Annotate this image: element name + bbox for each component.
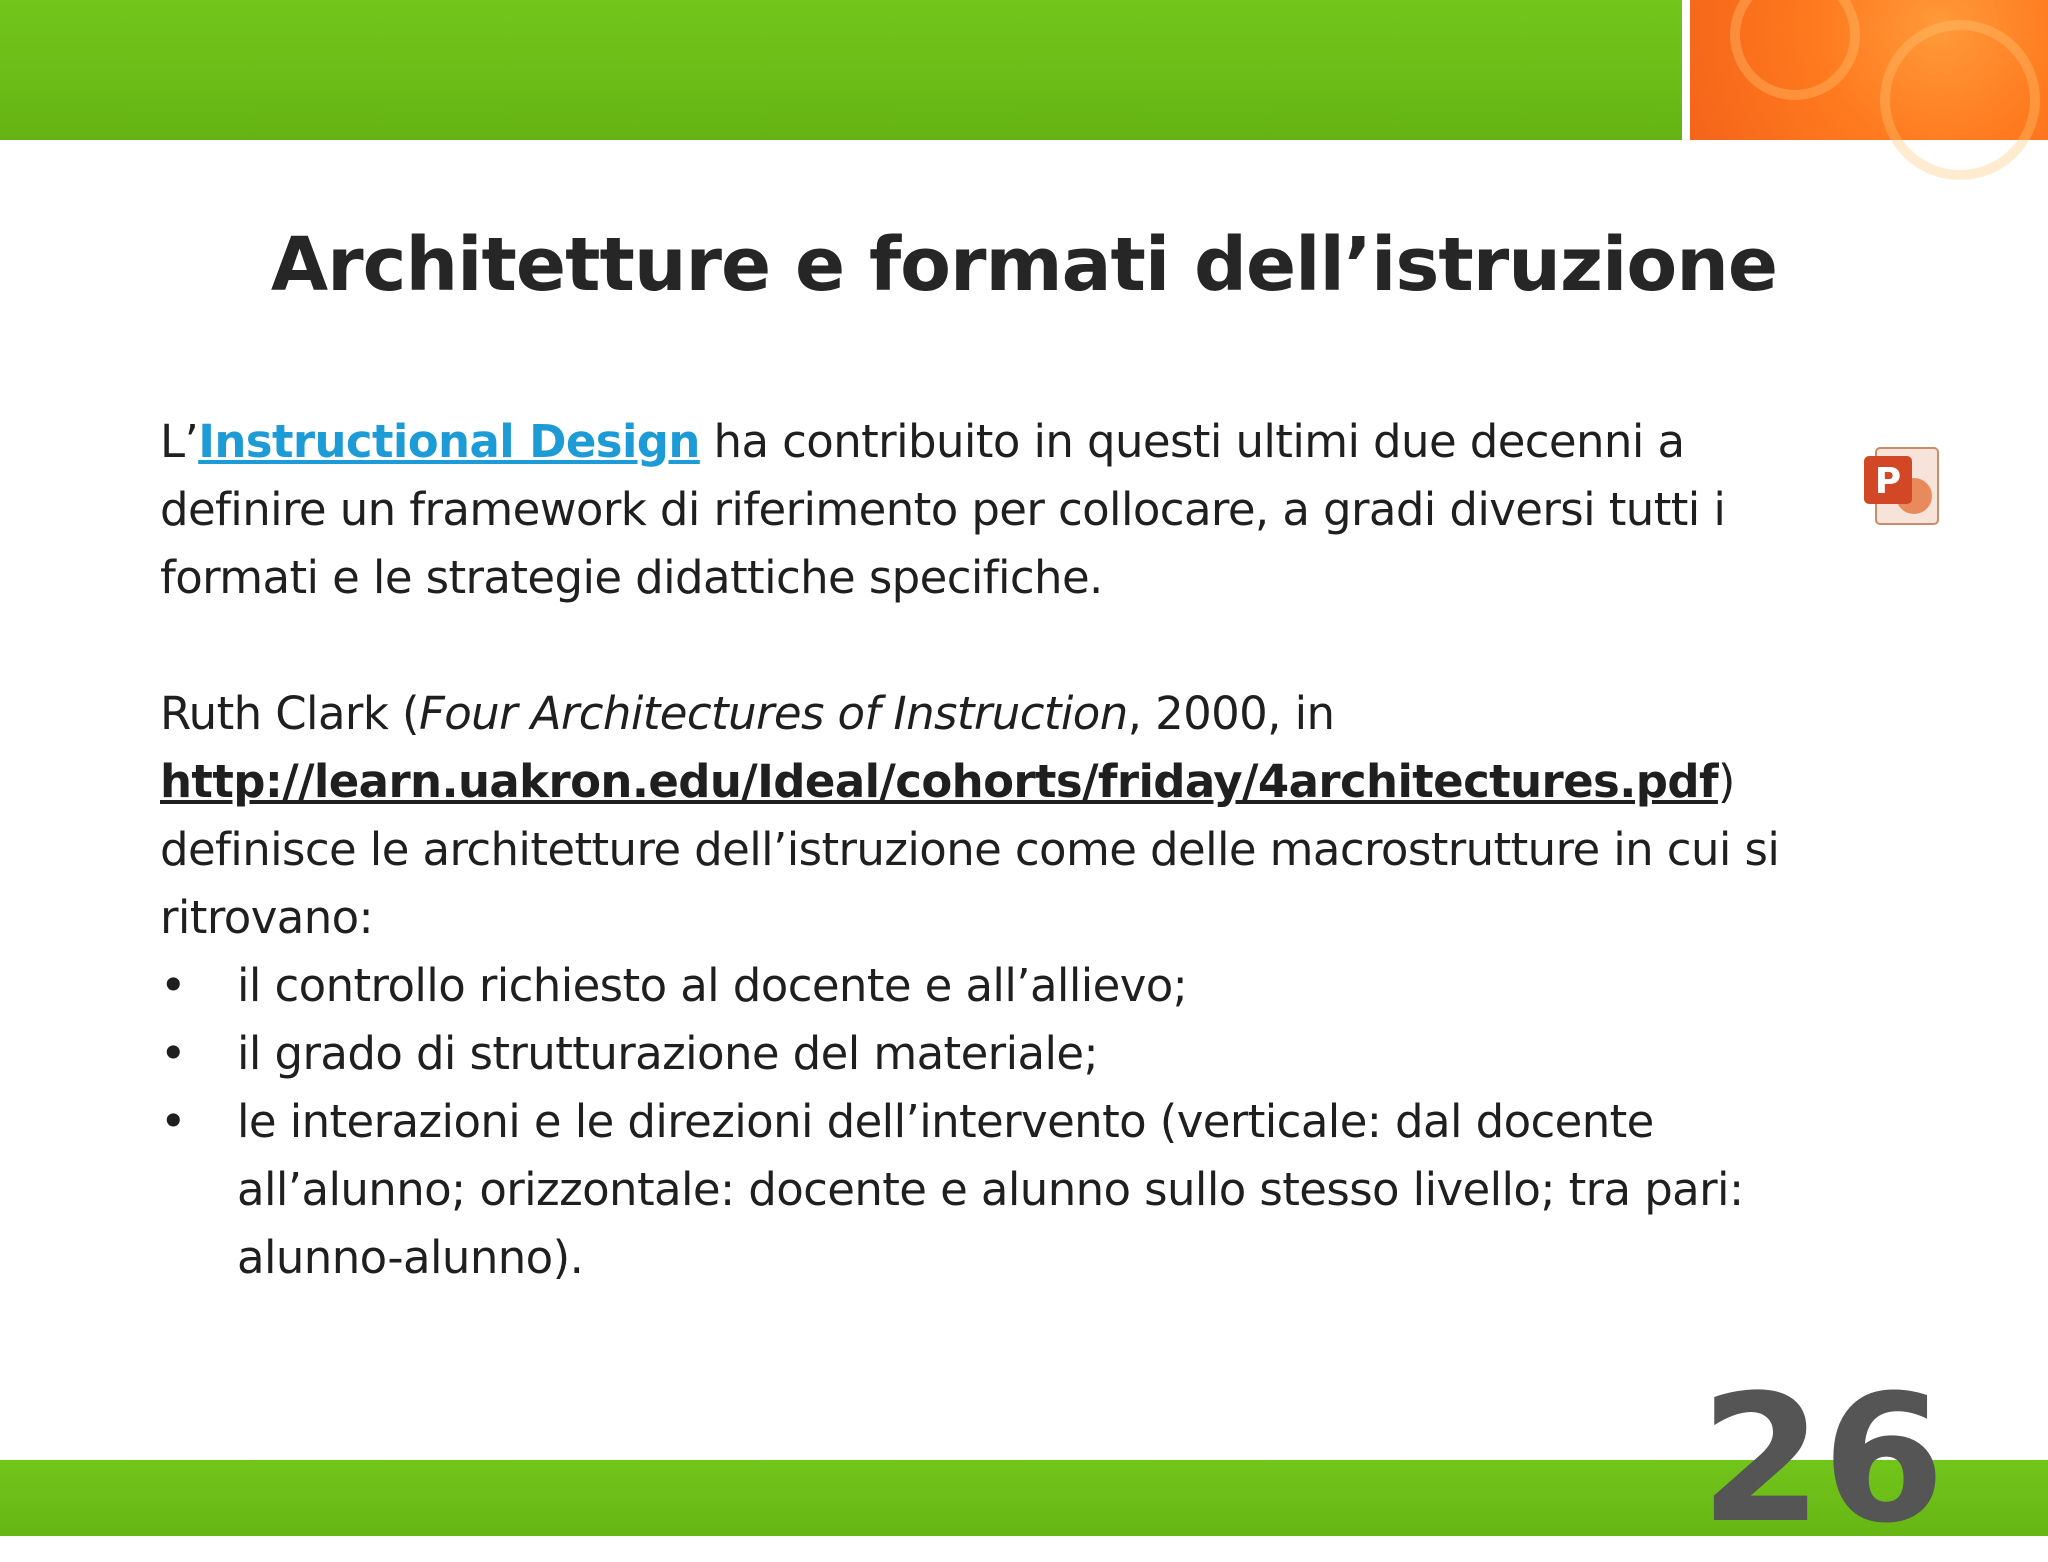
top-green-band (0, 0, 1682, 140)
bullet-list (160, 952, 1840, 1292)
clark-paragraph (160, 680, 1840, 952)
slide-body (160, 408, 1840, 1292)
instructional-design-link[interactable]: Instructional Design (198, 415, 700, 468)
architectures-pdf-link[interactable]: http://learn.uakron.edu/Ideal/cohorts/friday/4architectures.pdf (160, 755, 1718, 808)
slide-title: Architetture e formati dell’istruzione (270, 222, 1778, 308)
intro-paragraph (160, 408, 1840, 612)
bullet-item (160, 1020, 1840, 1088)
paragraph-spacer (160, 612, 1840, 680)
bullet-text: le interazioni e le direzioni dell’intervento (verticale: dal docente all’alunno; orizzontale: docente e alunno sullo stesso livello; tra pari: alunno-alunno). (237, 1095, 1744, 1284)
intro-text: ha contribuito in questi ultimi due decenni a definire un framework di riferimento per collocare, a gradi diversi tutti i formati e le strategie didattiche specifiche. (160, 415, 1726, 604)
clark-author: Ruth Clark ( (160, 687, 419, 740)
page-number: 26 (1700, 1357, 1945, 1562)
bullet-item (160, 1088, 1840, 1292)
intro-prefix: L’ (160, 415, 199, 468)
bullet-dot: • (160, 1095, 186, 1148)
bullet-dot: • (160, 959, 186, 1012)
bullet-item (160, 952, 1840, 1020)
clark-year: , 2000, in (1127, 687, 1335, 740)
bullet-text: il grado di strutturazione del materiale; (237, 1027, 1099, 1080)
clark-text: definisce le architetture dell’istruzione come delle macrostrutture in cui si ritrovano: (160, 823, 1780, 944)
book-title: Four Architectures of Instruction (418, 687, 1128, 740)
bullet-dot: • (160, 1027, 186, 1080)
clark-close-paren: ) (1717, 755, 1735, 808)
top-orange-block (1690, 0, 2048, 140)
powerpoint-icon[interactable] (1862, 446, 1942, 526)
svg-text:P: P (1874, 461, 1902, 502)
bullet-text: il controllo richiesto al docente e all’allievo; (237, 959, 1188, 1012)
